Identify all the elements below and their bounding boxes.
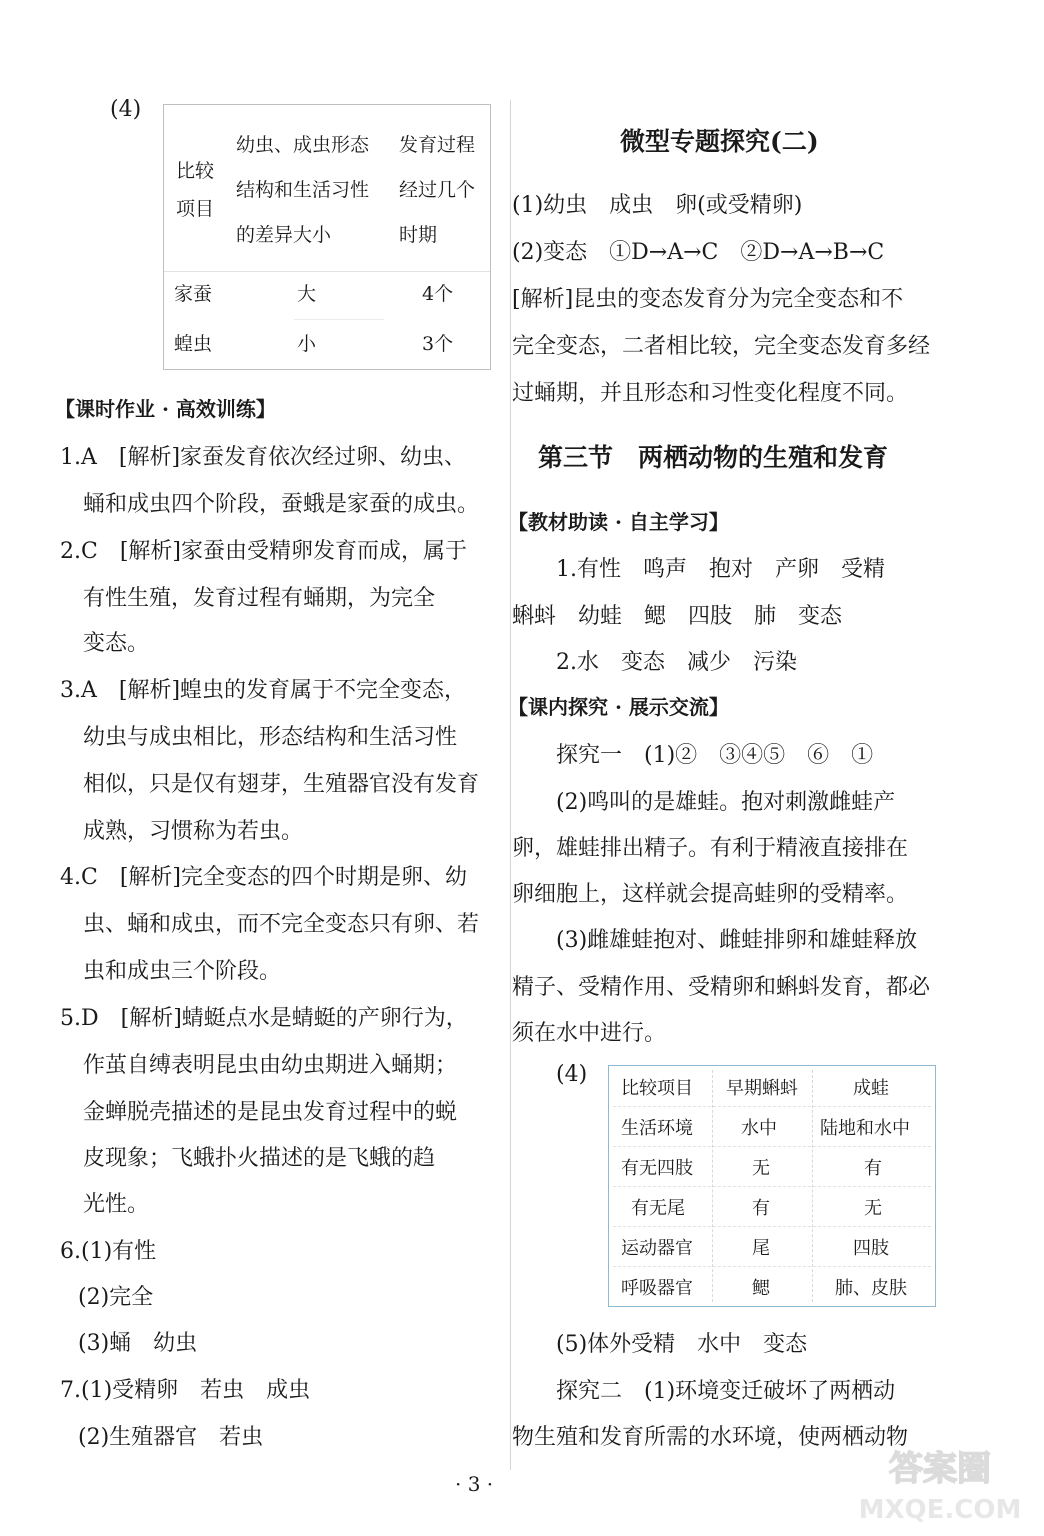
text-line: [解析]昆虫的变态发育分为完全变态和不 [512, 287, 904, 312]
text-line: 卵细胞上，这样就会提高蛙卵的受精率。 [512, 882, 909, 907]
text-line: (1)幼虫 成虫 卵(或受精卵) [512, 193, 803, 218]
column-divider [510, 100, 511, 1470]
text-line: 幼虫与成虫相比，形态结构和生活习性 [83, 725, 458, 750]
table2-cell: 尾 [752, 1238, 770, 1259]
text-line: 成熟，习惯称为若虫。 [83, 819, 304, 844]
text-line: 作茧自缚表明昆虫由幼虫期进入蛹期； [83, 1053, 458, 1078]
table1-header-col3-1: 发育过程 [399, 134, 476, 156]
table2-cell: 鳃 [752, 1278, 770, 1299]
table1-label: (4) [110, 97, 142, 122]
page-number: · 3 · [455, 1472, 494, 1496]
table2-cell: 有无尾 [631, 1198, 685, 1219]
text-line: 精子、受精作用、受精卵和蝌蚪发育，都必 [512, 975, 931, 1000]
text-line: 1.有性 鸣声 抱对 产卵 受精 [556, 557, 885, 582]
text-line: (3)蛹 幼虫 [78, 1331, 198, 1356]
table2-cell: 有 [752, 1198, 770, 1219]
table2-row-divider [613, 1146, 931, 1148]
text-line: 虫和成虫三个阶段。 [83, 959, 282, 984]
table1-row2-name: 蝗虫 [174, 333, 213, 355]
table1-header-col3-3: 时期 [399, 224, 438, 246]
table2-row-divider [613, 1266, 931, 1268]
heading-micro-topic: 微型专题探究(二) [620, 127, 819, 156]
text-line: 5.D [解析]蜻蜓点水是蜻蜓的产卵行为， [60, 1006, 468, 1031]
text-line: (3)雌雄蛙抱对、雌蛙排卵和雄蛙释放 [556, 928, 918, 953]
table2-row-divider [613, 1186, 931, 1188]
table2-cell: 水中 [741, 1118, 777, 1139]
insect-comparison-table [163, 104, 491, 370]
text-line: 光性。 [83, 1192, 150, 1217]
table2-row-divider [613, 1106, 931, 1108]
table2-cell: 无 [752, 1158, 770, 1179]
text-line: 蝌蚪 幼蛙 鳃 四肢 肺 变态 [512, 604, 843, 629]
table1-row-divider [294, 319, 384, 320]
table1-header-col2-2: 结构和生活习性 [236, 179, 370, 201]
watermark-text: 答案圈 [889, 1449, 991, 1489]
table2-cell: 成蛙 [853, 1078, 889, 1099]
text-line: 2.C [解析]家蚕由受精卵发育而成，属于 [60, 539, 467, 564]
frog-comparison-table [608, 1065, 936, 1307]
table2-cell: 陆地和水中 [820, 1118, 910, 1139]
table2-cell: 肺、皮肤 [835, 1278, 907, 1299]
table2-cell: 呼吸器官 [621, 1278, 693, 1299]
text-line: (5)体外受精 水中 变态 [556, 1332, 808, 1357]
table2-cell: 四肢 [853, 1238, 889, 1259]
text-line: 3.A [解析]蝗虫的发育属于不完全变态， [60, 678, 467, 703]
table1-header-col2-3: 的差异大小 [236, 224, 332, 246]
table2-cell: 有无四肢 [621, 1158, 693, 1179]
text-line: (2)变态 ①D→A→C ②D→A→B→C [512, 240, 885, 265]
table1-header-col3-2: 经过几个 [399, 179, 476, 201]
table1-header-label-1: 比较 [176, 160, 215, 182]
text-line: 蛹和成虫四个阶段，蚕蛾是家蚕的成虫。 [83, 492, 480, 517]
text-line: 相似，只是仅有翅芽，生殖器官没有发育 [83, 772, 480, 797]
section-heading-inquiry: 【课内探究 · 展示交流】 [508, 695, 729, 719]
text-line: (2)生殖器官 若虫 [78, 1425, 264, 1450]
heading-section-three: 第三节 两栖动物的生殖和发育 [538, 443, 889, 472]
table1-row2-diff: 小 [297, 333, 317, 355]
table2-cell: 比较项目 [621, 1078, 693, 1099]
text-line: 完全变态，二者相比较，完全变态发育多经 [512, 334, 931, 359]
text-line: 4.C [解析]完全变态的四个时期是卵、幼 [60, 865, 467, 890]
text-line: 探究二 (1)环境变迁破坏了两栖动 [556, 1379, 896, 1404]
text-line: 金蝉脱壳描述的是昆虫发育过程中的蜕 [83, 1100, 458, 1125]
section-heading-reading: 【教材助读 · 自主学习】 [508, 510, 729, 534]
text-line: 1.A [解析]家蚕发育依次经过卵、幼虫、 [60, 445, 467, 470]
text-line: 有性生殖，发育过程有蛹期，为完全 [83, 586, 436, 611]
text-line: 7.(1)受精卵 若虫 成虫 [60, 1378, 311, 1403]
text-line: 过蛹期，并且形态和习性变化程度不同。 [512, 381, 909, 406]
section-heading-homework: 【课时作业 · 高效训练】 [55, 397, 276, 421]
table1-header-col2-1: 幼虫、成虫形态 [236, 134, 370, 156]
table2-cell: 早期蝌蚪 [726, 1078, 798, 1099]
text-line: 6.(1)有性 [60, 1239, 157, 1264]
table2-cell: 有 [864, 1158, 882, 1179]
text-line: 探究一 (1)② ③④⑤ ⑥ ① [556, 743, 874, 768]
table2-cell: 无 [864, 1198, 882, 1219]
table1-row1-stages: 4个 [422, 283, 454, 305]
table1-row1-name: 家蚕 [174, 283, 213, 305]
text-line: (2)完全 [78, 1285, 154, 1310]
table2-cell: 运动器官 [621, 1238, 693, 1259]
text-line: 须在水中进行。 [512, 1021, 667, 1046]
text-line: 皮现象；飞蛾扑火描述的是飞蛾的趋 [83, 1146, 436, 1171]
text-line: 虫、蛹和成虫，而不完全变态只有卵、若 [83, 912, 480, 937]
text-line: 变态。 [83, 631, 150, 656]
table2-label: (4) [556, 1062, 588, 1087]
table1-header-label-2: 项目 [176, 198, 215, 220]
watermark-url: MXQE.COM [858, 1495, 1022, 1525]
text-line: (2)鸣叫的是雄蛙。抱对刺激雌蛙产 [556, 790, 896, 815]
watermark-logo [845, 1438, 1035, 1528]
table2-cell: 生活环境 [621, 1118, 693, 1139]
table1-row1-diff: 大 [297, 283, 317, 305]
table1-row2-stages: 3个 [422, 333, 454, 355]
table2-row-divider [613, 1226, 931, 1228]
text-line: 卵，雄蛙排出精子。有利于精液直接排在 [512, 836, 909, 861]
text-line: 2.水 变态 减少 污染 [556, 650, 797, 675]
text-line: 物生殖和发育所需的水环境，使两栖动物 [512, 1425, 909, 1450]
